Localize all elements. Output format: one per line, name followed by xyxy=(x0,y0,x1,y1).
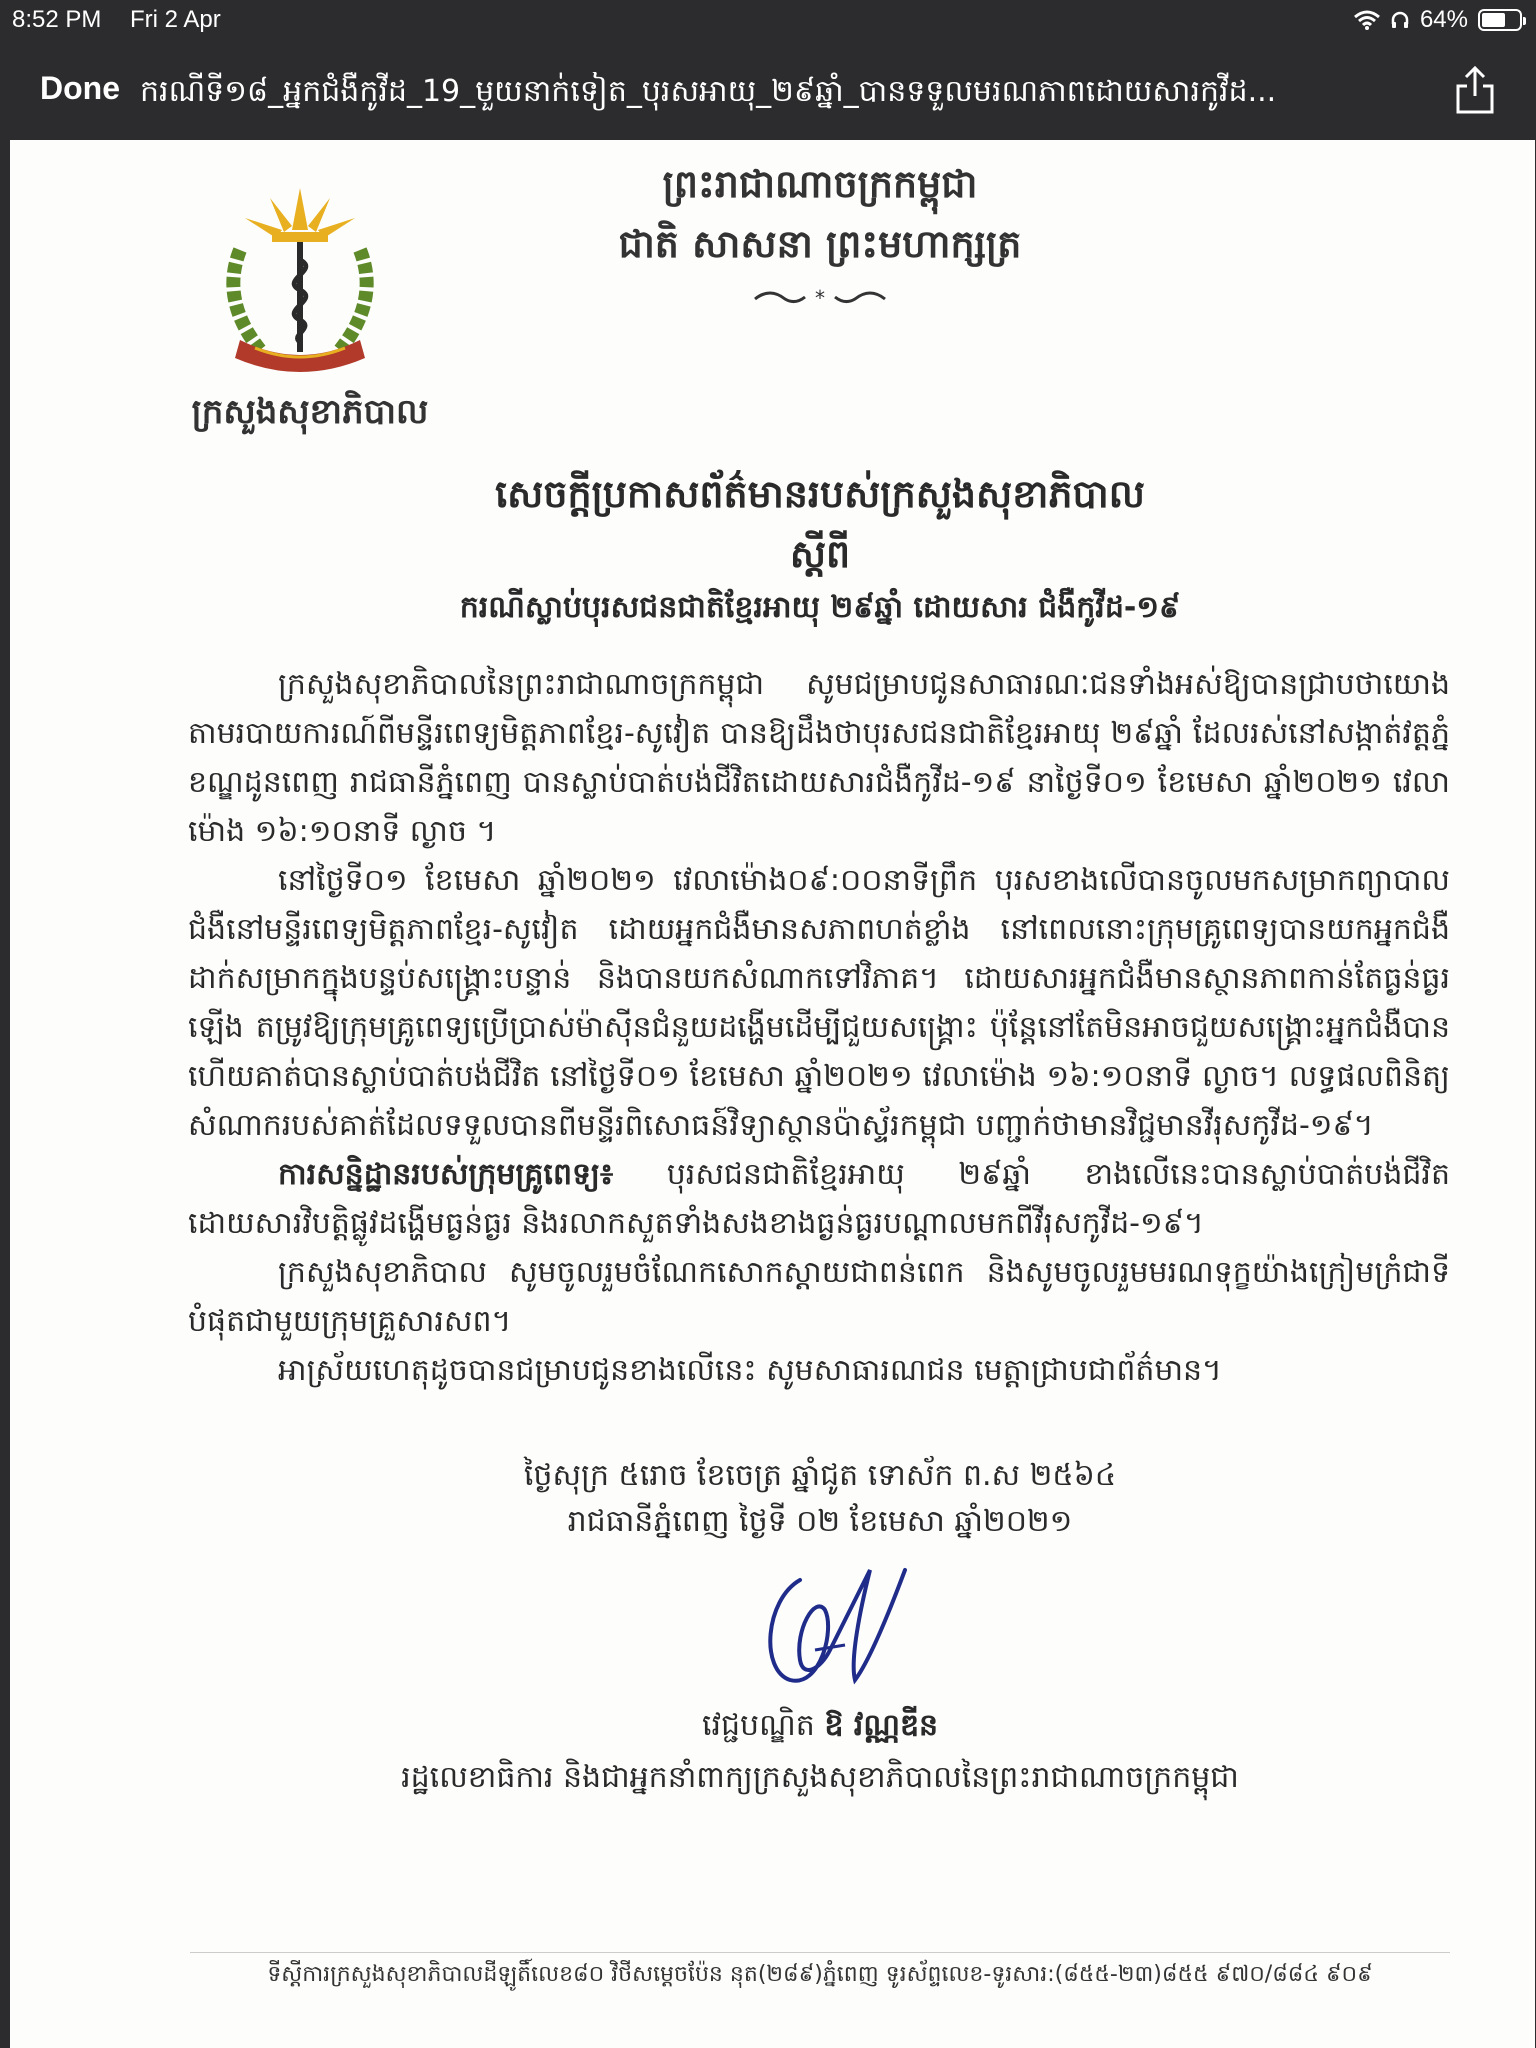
press-release-heading: សេចក្ដីប្រកាសព័ត៌មានរបស់ក្រសួងសុខាភិបាល xyxy=(495,472,1145,516)
footer-address: ទីស្ដីការក្រសួងសុខាភិបាលដីឡូតិ៍លេខ៨០ វិថីសម្ដេចប៉ែន នុត(២៨៩)ភ្នំពេញ ទូរស័ព្ទលេខ-ទូរសារ:(៨៥៥-២៣)៨៥៥ ៩៧០/៨៨៤ ៩០៩ xyxy=(267,1962,1373,1987)
battery-icon xyxy=(1478,9,1522,31)
battery-fill xyxy=(1482,13,1505,27)
status-date: Fri 2 Apr xyxy=(130,6,221,33)
press-release-subtitle: ករណីស្លាប់បុរសជនជាតិខ្មែរអាយុ ២៩ឆ្នាំ ដោយសារ ជំងឺកូវីដ-១៩ xyxy=(459,590,1181,625)
conclusion-text: បុរសជនជាតិខ្មែរអាយុ ២៩ឆ្នាំ ខាងលើនេះបានស្លាប់បាត់បង់ជីវិតដោយសារវិបត្តិផ្លូវដង្ហើមធ្ងន់ធ្ងរ និងរលាកសួតទាំងសងខាងធ្ងន់ធ្ងរបណ្ដាលមកពីវីរុសកូវីដ-១៩។ xyxy=(188,1157,1450,1241)
document-body xyxy=(188,660,1450,1395)
svg-text:*: * xyxy=(815,286,825,309)
done-button[interactable]: Done xyxy=(40,70,120,106)
wifi-icon xyxy=(1354,10,1380,30)
share-icon[interactable] xyxy=(1452,64,1498,116)
status-right xyxy=(1354,6,1522,34)
document-title: ករណីទី១៨_អ្នកជំងឺកូវីដ_19_មួយនាក់ទៀត_បុរសអាយុ_២៩ឆ្នាំ_បានទទួលមរណភាពដោយសារកូវីដ... xyxy=(140,74,1277,109)
document-page xyxy=(10,140,1535,2048)
ornament-icon xyxy=(745,285,895,309)
battery-percent: 64% xyxy=(1419,6,1468,33)
signer-title: វេជ្ជបណ្ឌិត xyxy=(701,1708,825,1743)
paragraph-5: អាស្រ័យហេតុដូចបានជម្រាបជូនខាងលើនេះ សូមសាធារណជន មេត្តាជ្រាបជាព័ត៌មាន។ xyxy=(278,1353,1222,1388)
ministry-emblem-logo xyxy=(200,180,400,380)
national-motto: ជាតិ សាសនា ព្រះមហាក្សត្រ xyxy=(618,222,1022,266)
status-bar xyxy=(0,0,1536,40)
lunar-date: ថ្ងៃសុក្រ ៥រោច ខែចេត្រ ឆ្នាំជូត ទោស័ក ព.ស ២៥៦៤ xyxy=(523,1458,1117,1493)
ministry-name: ក្រសួងសុខាភិបាល xyxy=(191,392,429,432)
signer-line xyxy=(370,1706,1270,1750)
issue-date: រាជធានីភ្នំពេញ ថ្ងៃទី ០២ ខែមេសា ឆ្នាំ២០២១ xyxy=(567,1504,1073,1539)
subject-label: ស្ដីពី xyxy=(789,532,851,576)
conclusion-label: ការសន្និដ្ឋានរបស់ក្រុមគ្រូពេទ្យ៖ xyxy=(278,1157,614,1192)
paragraph-3 xyxy=(188,1150,1450,1248)
paragraph-4: ក្រសួងសុខាភិបាល សូមចូលរួមចំណែកសោកស្ដាយជាពន់ពេក និងសូមចូលរួមមរណទុក្ខយ៉ាងក្រៀមក្រំជាទីបំផុតជាមួយក្រុមគ្រួសារសព។ xyxy=(188,1255,1450,1339)
status-time: 8:52 PM xyxy=(12,6,102,33)
viewer-toolbar xyxy=(0,40,1536,140)
signer-position: រដ្ឋលេខាធិការ និងជាអ្នកនាំពាក្យក្រសួងសុខាភិបាលនៃព្រះរាជាណាចក្រកម្ពុជា xyxy=(401,1760,1239,1795)
kingdom-heading: ព្រះរាជាណាចក្រកម្ពុជា xyxy=(662,162,978,206)
signature-image xyxy=(745,1550,925,1700)
headphones-icon xyxy=(1390,10,1410,30)
paragraph-1: ក្រសួងសុខាភិបាលនៃព្រះរាជាណាចក្រកម្ពុជា សូមជម្រាបជូនសាធារណៈជនទាំងអស់ឱ្យបានជ្រាបថាយោងតាមរបាយការណ៍ពីមន្ទីរពេទ្យមិត្តភាពខ្មែរ-សូវៀត បានឱ្យដឹងថាបុរសជនជាតិខ្មែរអាយុ ២៩ឆ្នាំ ដែលរស់នៅសង្កាត់វត្តភ្នំ ខណ្ឌដូនពេញ រាជធានីភ្នំពេញ បានស្លាប់បាត់បង់ជីវិតដោយសារជំងឺកូវីដ-១៩ នាថ្ងៃទី០១ ខែមេសា ឆ្នាំ២០២១ វេលាម៉ោង ១៦:១០នាទី ល្ងាច ។ xyxy=(188,667,1450,849)
signer-name: ឱ វណ្ណឌីន xyxy=(824,1708,939,1743)
paragraph-2: នៅថ្ងៃទី០១ ខែមេសា ឆ្នាំ២០២១ វេលាម៉ោង០៩:០០នាទីព្រឹក បុរសខាងលើបានចូលមកសម្រាកព្យាបាលជំងឺនៅមន្ទីរពេទ្យមិត្តភាពខ្មែរ-សូវៀត ដោយអ្នកជំងឺមានសភាពហត់ខ្លាំង នៅពេលនោះក្រុមគ្រូពេទ្យបានយកអ្នកជំងឺដាក់សម្រាកក្នុងបន្ទប់សង្គ្រោះបន្ទាន់ និងបានយកសំណាកទៅវិភាគ។ ដោយសារអ្នកជំងឺមានស្ថានភាពកាន់តែធ្ងន់ធ្ងរឡើង តម្រូវឱ្យក្រុមគ្រូពេទ្យប្រើប្រាស់ម៉ាស៊ីនជំនួយដង្ហើមដើម្បីជួយសង្គ្រោះ ប៉ុន្តែនៅតែមិនអាចជួយសង្គ្រោះអ្នកជំងឺបាន ហើយគាត់បានស្លាប់បាត់បង់ជីវិត នៅថ្ងៃទី០១ ខែមេសា ឆ្នាំ២០២១ វេលាម៉ោង ១៦:១០នាទី ល្ងាច។ លទ្ធផលពិនិត្យសំណាករបស់គាត់ដែលទទួលបានពីមន្ទីរពិសោធន៍វិទ្យាស្ថានប៉ាស្ទ័រកម្ពុជា បញ្ជាក់ថាមានវិជ្ជមានវីរុសកូវីដ-១៩។ xyxy=(188,863,1450,1143)
footer-divider xyxy=(190,1952,1450,1953)
